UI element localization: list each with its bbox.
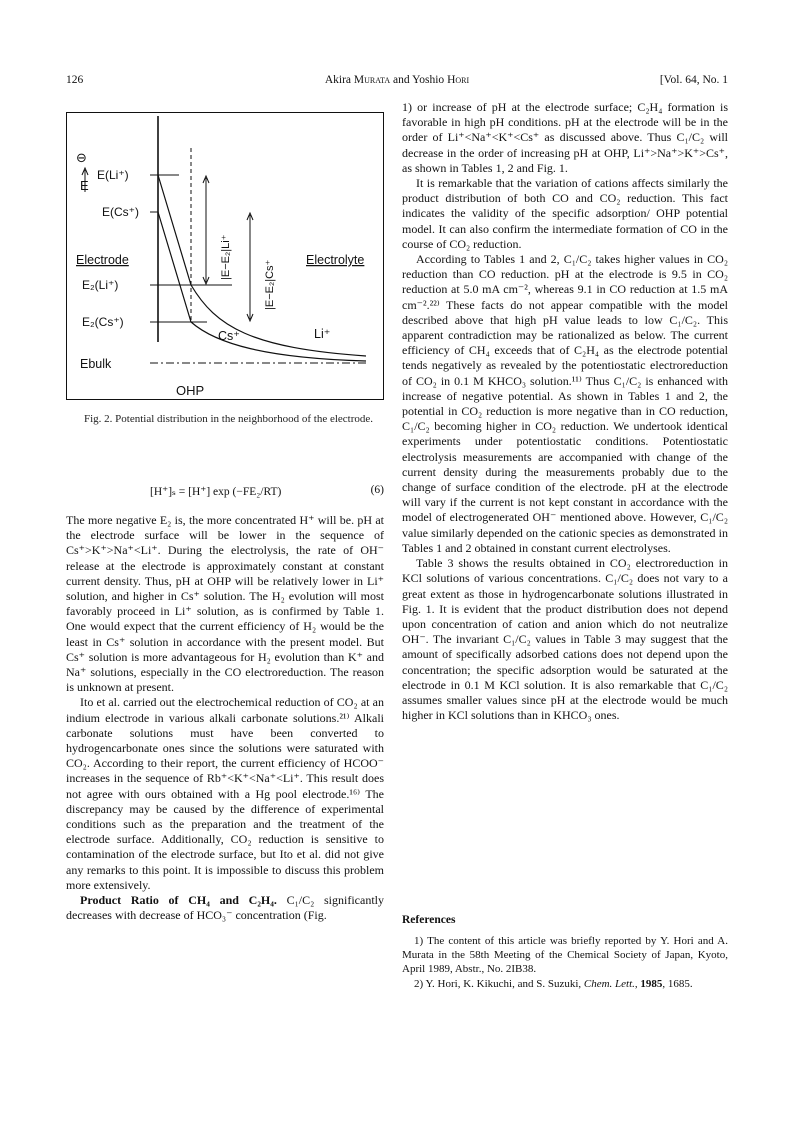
paragraph: The more negative E₂ is, the more concentrated H⁺ will be. pH at the electrode surface will be lower in the sequence of Cs⁺>K⁺>Na⁺<Li⁺. During the electrolysis, the rate of OH⁻ release at the electrode is approximately constant at constant current density. Thus, pH at OHP will be relatively lower in Li⁺ solution, and higher in Cs⁺ solution. The H₂ evolution will most favorably proceed in Li⁺ solution, as is confirmed by Table 1. One would expect that the current efficiency of H₂ would be the least in Cs⁺ solution in accordance with the present model. But Cs⁺ solution is more advantageous for H₂ evolution than K⁺ and Na⁺ solutions, especially in the CO electroreduction. The reason is unknown at present. bbox=[66, 513, 384, 695]
cs-potential-curve bbox=[158, 212, 366, 361]
li-difference-label: |E−E₂|Li⁺ bbox=[220, 234, 232, 280]
potential-distribution-diagram bbox=[66, 112, 384, 400]
running-header bbox=[66, 74, 728, 90]
figure-2 bbox=[66, 112, 384, 400]
references-list bbox=[402, 934, 728, 991]
e-li-label: E(Li⁺) bbox=[97, 168, 129, 182]
e2-li-label: E₂(Li⁺) bbox=[82, 278, 119, 292]
running-title bbox=[66, 74, 728, 86]
paragraph: It is remarkable that the variation of cations affects similarly the product distribution of both CO and CO₂ reduction. This fact indicates the validity of the specific adsorption/ OHP potential model. It can also confirm the intermediate formation of CO in the course of CO₂ reduction. bbox=[402, 176, 728, 251]
e2-cs-label: E₂(Cs⁺) bbox=[82, 315, 124, 329]
reference-separator: , bbox=[634, 977, 641, 990]
electrode-label: Electrode bbox=[76, 253, 129, 267]
electrolyte-label: Electrolyte bbox=[306, 253, 365, 267]
paragraph bbox=[66, 893, 384, 923]
paragraph: Ito et al. carried out the electrochemical reduction of CO₂ at an indium electrode in various alkali carbonate solutions.²¹⁾ Alkali carbonate solutions must have been converted to hydrogencarbonate ones since the solutions were saturated with CO₂. According to their report, the current efficiency of HCOO⁻ increases in the sequence of Rb⁺<K⁺<Na⁺<Li⁺. This result does not agree with ours obtained with a Hg pool electrode.¹⁶⁾ The discrepancy may be caused by the difference of experimental conditions such as the preparation and the treatment of the electrode surface. Additionally, CO₂ reduction is sensitive to contamination of the electrode surface, but Ito et al. did not give any remarks to this point. It is impossible to discuss this problem more extensively. bbox=[66, 695, 384, 892]
page-number: 126 bbox=[66, 74, 84, 86]
equation-6 bbox=[66, 484, 384, 500]
equation-number: (6) bbox=[370, 484, 384, 496]
paragraph-text: C₁/C₂ significantly decreases with decrease of HCO₃⁻ concentration (Fig. bbox=[66, 893, 384, 923]
paragraph: Table 3 shows the results obtained in CO₂ electroreduction in KCl solutions of various concentrations. C₁/C₂ does not vary to a great extent as those in hydrogencarbonate solutions illustrated in Fig. 1. It is evident that the product distribution does not depend upon concentration of cation and anion which do not neutralize OH⁻. The invariant C₁/C₂ values in Table 3 may suggest that the amount of specifically adsorbed cations does not depend upon the concentration; the specific adsorption would be saturated at the electrode in 0.1 M KCl solution. It is also remarkable that C₁/C₂ assumes smaller values since pH at the electrode would be much higher in KCl solutions than in KHCO₃ ones. bbox=[402, 556, 728, 723]
reference-pages: , 1685. bbox=[662, 977, 693, 990]
equation-expression: [H⁺]ₛ = [H⁺] exp (−FE₂/RT) bbox=[150, 486, 282, 498]
cs-curve-label: Cs⁺ bbox=[218, 329, 240, 343]
figure-caption: Fig. 2. Potential distribution in the neighborhood of the electrode. bbox=[84, 413, 374, 425]
reference-authors: 2) Y. Hori, K. Kikuchi, and S. Suzuki, bbox=[414, 977, 584, 990]
author-second-surname: Hori bbox=[447, 74, 470, 86]
section-heading: Product Ratio of CH₄ and C₂H₄. bbox=[80, 893, 277, 908]
left-column bbox=[66, 513, 384, 923]
author-first-surname: Murata bbox=[353, 74, 391, 86]
author-first-given: Akira bbox=[324, 74, 354, 86]
paragraph: 1) or increase of pH at the electrode surface; C₂H₄ formation is favorable in high pH conditions. pH at the electrode will be in the order of Li⁺<Na⁺<K⁺<Cs⁺ as discussed above. Thus C₁/C₂ will decrease in the order of increasing pH at OHP, Li⁺>Na⁺>K⁺>Cs⁺, as shown in Tables 1, 2 and Fig. 1. bbox=[402, 100, 728, 175]
reference-journal: Chem. Lett. bbox=[583, 977, 635, 990]
reference-item bbox=[402, 977, 728, 991]
e-axis-label: E bbox=[80, 178, 89, 193]
cs-difference-label: |E−E₂|Cs⁺ bbox=[264, 259, 276, 310]
negative-sign-label: ⊖ bbox=[76, 150, 87, 165]
author-connector: and Yoshio bbox=[390, 74, 448, 86]
references-heading: References bbox=[402, 914, 456, 926]
volume-info: [Vol. 64, No. 1 bbox=[659, 74, 728, 86]
paragraph: According to Tables 1 and 2, C₁/C₂ takes higher values in CO₂ reduction than CO reduction. pH at the electrode is 9.5 in CO₂ reduction at 5.0 mA cm⁻², whereas 9.1 in CO reduction at 1.5 mA cm⁻².²²⁾ These facts do not appear compatible with the model described above that high pH value leads to low C₁/C₂. This apparent contradiction may be rationalized as below. The current efficiency of CH₄ exceeds that of C₂H₄ as the electrode potential tends negatively as revealed by the potentiostatic electroreduction of CO₂ in 0.1 M KHCO₃ solution.¹¹⁾ Thus C₁/C₂ is enhanced with increase of negative potential. As shown in Tables 1 and 2, the potential in CO₂ reduction is more negative than in CO reduction, C₁/C₂ becoming higher in CO₂ reduction. We undertook identical experiments under potentiostatic conditions. Potentiostatic electrolysis measurements are accompanied with change of the current density during the measurements probably due to the change of surface condition of the electrode. pH at the electrode will vary if the current is not kept constant in accordance with the model of electrogenerated OH⁻ mentioned above. However, C₁/C₂ value similarly depended on the cationic species as demonstrated in Tables 1 and 2 obtained in constant current electrolyses. bbox=[402, 252, 728, 555]
ohp-label: OHP bbox=[176, 383, 205, 398]
reference-item: 1) The content of this article was briefly reported by Y. Hori and A. Murata in the 58th Meeting of the Chemical Society of Japan, Kyoto, April 1989, Abstr., No. 2IB38. bbox=[402, 935, 728, 976]
li-curve-label: Li⁺ bbox=[314, 327, 331, 341]
right-column bbox=[402, 100, 728, 723]
ebulk-label: Ebulk bbox=[80, 357, 112, 371]
e-cs-label: E(Cs⁺) bbox=[102, 205, 139, 219]
reference-year: 1985 bbox=[640, 977, 663, 990]
